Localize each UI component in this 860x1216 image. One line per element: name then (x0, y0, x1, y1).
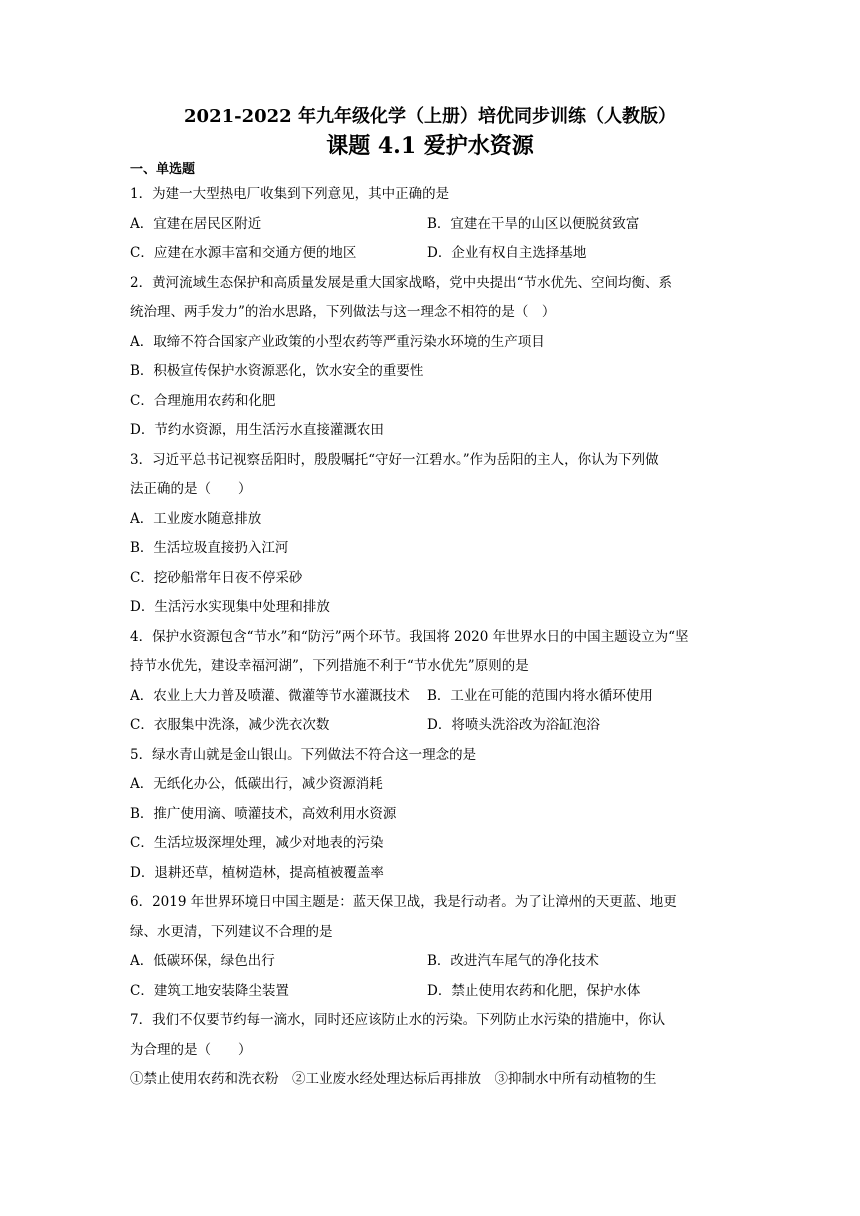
answer-option: C．合理施用农药和化肥 (130, 392, 276, 409)
answer-option: B．宜建在干旱的山区以便脱贫致富 (427, 215, 640, 232)
section-heading: 一、单选题 (130, 162, 196, 177)
question-block (130, 180, 735, 269)
answer-option: B．工业在可能的范围内将水循环使用 (427, 687, 653, 704)
answer-option: C．生活垃圾深埋处理，减少对地表的污染 (130, 835, 384, 851)
question-block (130, 1006, 735, 1095)
option-row (130, 711, 735, 741)
option-row (130, 977, 735, 1007)
question-block (130, 623, 735, 741)
answer-option: D．将喷头洗浴改为浴缸泡浴 (427, 717, 600, 733)
answer-option: B．推广使用滴、喷灌技术，高效利用水资源 (130, 805, 397, 822)
answer-option: D．生活污水实现集中处理和排放 (130, 599, 330, 615)
answer-option: D．节约水资源，用生活污水直接灌溉农田 (130, 422, 384, 438)
answer-option: C．应建在水源丰富和交通方便的地区 (130, 245, 357, 261)
option-row (130, 210, 735, 240)
answer-option: A．取缔不符合国家产业政策的小型农药等严重污染水环境的生产项目 (130, 333, 545, 350)
answer-option: A．无纸化办公，低碳出行，减少资源消耗 (130, 776, 383, 792)
question-block (130, 446, 735, 623)
answer-option: D．禁止使用农药和化肥，保护水体 (427, 982, 641, 999)
question-stem-line: ①禁止使用农药和洗衣粉 ②工业废水经处理达标后再排放 ③抑制水中所有动植物的生 (130, 1071, 657, 1087)
question-stem-line: 6．2019 年世界环境日中国主题是：蓝天保卫战，我是行动者。为了让漳州的天更蓝、地更 (130, 894, 677, 910)
answer-option: C．建筑工地安装降尘装置 (130, 982, 289, 999)
question-stem-line: 持节水优先，建设幸福河湖”，下列措施不利于“节水优先”原则的是 (130, 658, 529, 674)
document-title: 2021-2022 年九年级化学（上册）培优同步训练（人教版） (184, 106, 676, 127)
question-stem-line: 法正确的是（ ） (130, 481, 252, 497)
answer-option: A．宜建在居民区附近 (130, 215, 262, 232)
question-stem-line: 2．黄河流域生态保护和高质量发展是重大国家战略，党中央提出“节水优先、空间均衡、系 (130, 274, 672, 291)
question-stem-line: 7．我们不仅要节约每一滴水，同时还应该防止水的污染。下列防止水污染的措施中，你认 (130, 1012, 666, 1028)
option-row (130, 239, 735, 269)
question-block (130, 269, 735, 446)
question-stem-line: 绿、水更清，下列建议不合理的是 (130, 923, 333, 940)
question-block (130, 741, 735, 889)
answer-option: B．积极宣传保护水资源恶化，饮水安全的重要性 (130, 363, 424, 379)
answer-option: A．低碳环保，绿色出行 (130, 953, 275, 969)
lesson-title: 课题 4.1 爱护水资源 (326, 133, 534, 159)
question-stem-line: 为合理的是（ ） (130, 1041, 252, 1058)
option-row (130, 682, 735, 712)
answer-option: B．生活垃圾直接扔入江河 (130, 540, 289, 556)
question-stem-line: 4．保护水资源包含“节水”和“防污”两个环节。我国将 2020 年世界水日的中国主题设立为“坚 (130, 628, 689, 645)
answer-option: D．退耕还草，植树造林，提高植被覆盖率 (130, 864, 384, 881)
question-stem-line: 1．为建一大型热电厂收集到下列意见，其中正确的是 (130, 186, 450, 202)
option-row (130, 947, 735, 977)
question-block (130, 888, 735, 1006)
answer-option: A．农业上大力普及喷灌、微灌等节水灌溉技术 (130, 687, 410, 704)
question-list (130, 160, 735, 1095)
question-stem-line: 5．绿水青山就是金山银山。下列做法不符合这一理念的是 (130, 746, 477, 763)
question-stem-line: 3．习近平总书记视察岳阳时，殷殷嘱托“守好一江碧水。”作为岳阳的主人，你认为下列做 (130, 451, 659, 468)
questions-container (130, 180, 735, 1095)
question-stem-line: 统治理、两手发力”的治水思路，下列做法与这一理念不相符的是（ ） (130, 304, 556, 320)
answer-option: C．挖砂船常年日夜不停采砂 (130, 569, 303, 586)
answer-option: A．工业废水随意排放 (130, 510, 262, 527)
answer-option: C．衣服集中洗涤，减少洗衣次数 (130, 717, 330, 733)
answer-option: B．改进汽车尾气的净化技术 (427, 953, 599, 969)
answer-option: D．企业有权自主选择基地 (427, 245, 587, 261)
